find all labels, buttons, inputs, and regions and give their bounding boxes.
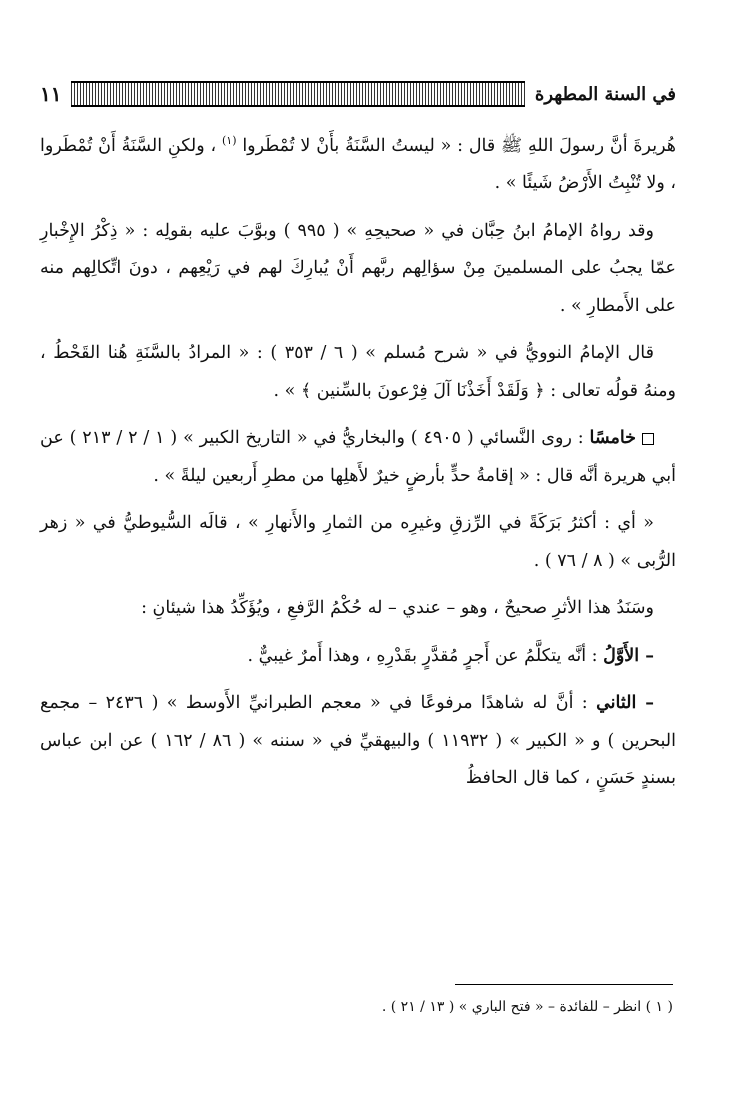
footnote-reference: (١) xyxy=(221,134,237,147)
paragraph-3: قال الإمامُ النوويُّ في « شرح مُسلم » ( ٦ / ٣٥٣ ) : « المرادُ بالسَّنَةِ هُنا القَحْطُ ، ومنهُ قولُه تعالى : ﴿ وَلَقَدْ أَخَذْنَا آلَ فِرْعونَ بالسِّنين ﴾ » . xyxy=(40,343,676,401)
paragraph-4-text: : روى النَّسائي ( ٤٩٠٥ ) والبخاريُّ في « التاريخ الكبير » ( ١ / ٢ / ٢١٣ ) عن أبي هريرة أنَّه قال : « إقامةُ حدٍّ بأرضٍ خيرٌ لأَهلِها من مطرِ أَربعين ليلةً » . xyxy=(40,428,676,486)
paragraph-8-text: : أنَّ له شاهدًا مرفوعًا في « معجم الطبرانيِّ الأَوسط » ( ٢٤٣٦ – مجمع البحرين ) و « الكبير » ( ١١٩٣٢ ) والبيهقيِّ في « سننه » ( ٨٦ / ١٦٢ ) عن ابن عباس بسندٍ حَسَنٍ ، كما قال الحافظُ xyxy=(40,693,676,789)
page-header xyxy=(40,76,676,112)
page-number: ١١ xyxy=(40,82,62,106)
paragraph-1-part-2: ، ولكنِ السَّنَةُ أَنْ تُمْطَروا ، ولا تُنْبِتُ الأَرْضُ شَيئًا » . xyxy=(40,135,676,194)
paragraph-6: وسَنَدُ هذا الأثرِ صحيحٌ ، وهو – عندي – له حُكْمُ الرَّفعِ ، ويُؤَكِّدُ هذا شيئانِ : xyxy=(141,598,654,619)
paragraph-1 xyxy=(40,122,676,203)
paragraph-4 xyxy=(40,420,676,495)
square-bullet-icon xyxy=(642,433,654,445)
paragraph-7-text: : أنَّه يتكلَّمُ عن أَجرٍ مُقدَّرٍ بقَدْرِهِ ، وهذا أَمرٌ غيبيٌّ . xyxy=(247,645,598,666)
header-rule-band xyxy=(71,81,524,107)
first-point-lead: – الأَوَّلُ xyxy=(603,645,654,666)
paragraph-7 xyxy=(40,638,676,676)
paragraph-8 xyxy=(40,685,676,798)
paragraph-2: وقد رواهُ الإمامُ ابنُ حِبَّان في « صحيحِهِ » ( ٩٩٥ ) وبوَّبَ عليه بقولِه : « ذِكْرُ الإِخْبارِ عمّا يجبُ على المسلمينَ مِنْ سؤالِهم ربَّهم أَنْ يُبارِكَ لهم في رَيْعِهم ، دونَ اتِّكالِهم منه على الأَمطارِ » . xyxy=(40,220,676,316)
paragraph-1-part-1: هُريرةَ أنَّ رسولَ اللهِ ﷺ قال : « ليستُ السَّنَةُ بأَنْ لا تُمْطَروا xyxy=(242,135,676,156)
paragraph-5: « أي : أكثرُ بَرَكَةً في الرِّزقِ وغيرِه من الثمارِ والأَنهارِ » ، قالَه السُّيوطيُّ في « زهر الرُّبى » ( ٨ / ٧٦ ) . xyxy=(40,513,676,571)
second-point-lead: – الثاني xyxy=(596,693,655,714)
section-heading: خامسًا xyxy=(589,428,636,449)
body-text xyxy=(40,122,676,798)
footnote: ( ١ ) انظر – للفائدة – « فتح الباري » ( ١٣ / ٢١ ) . xyxy=(381,999,673,1015)
footnote-divider xyxy=(455,984,673,985)
running-title: في السنة المطهرة xyxy=(534,83,676,105)
